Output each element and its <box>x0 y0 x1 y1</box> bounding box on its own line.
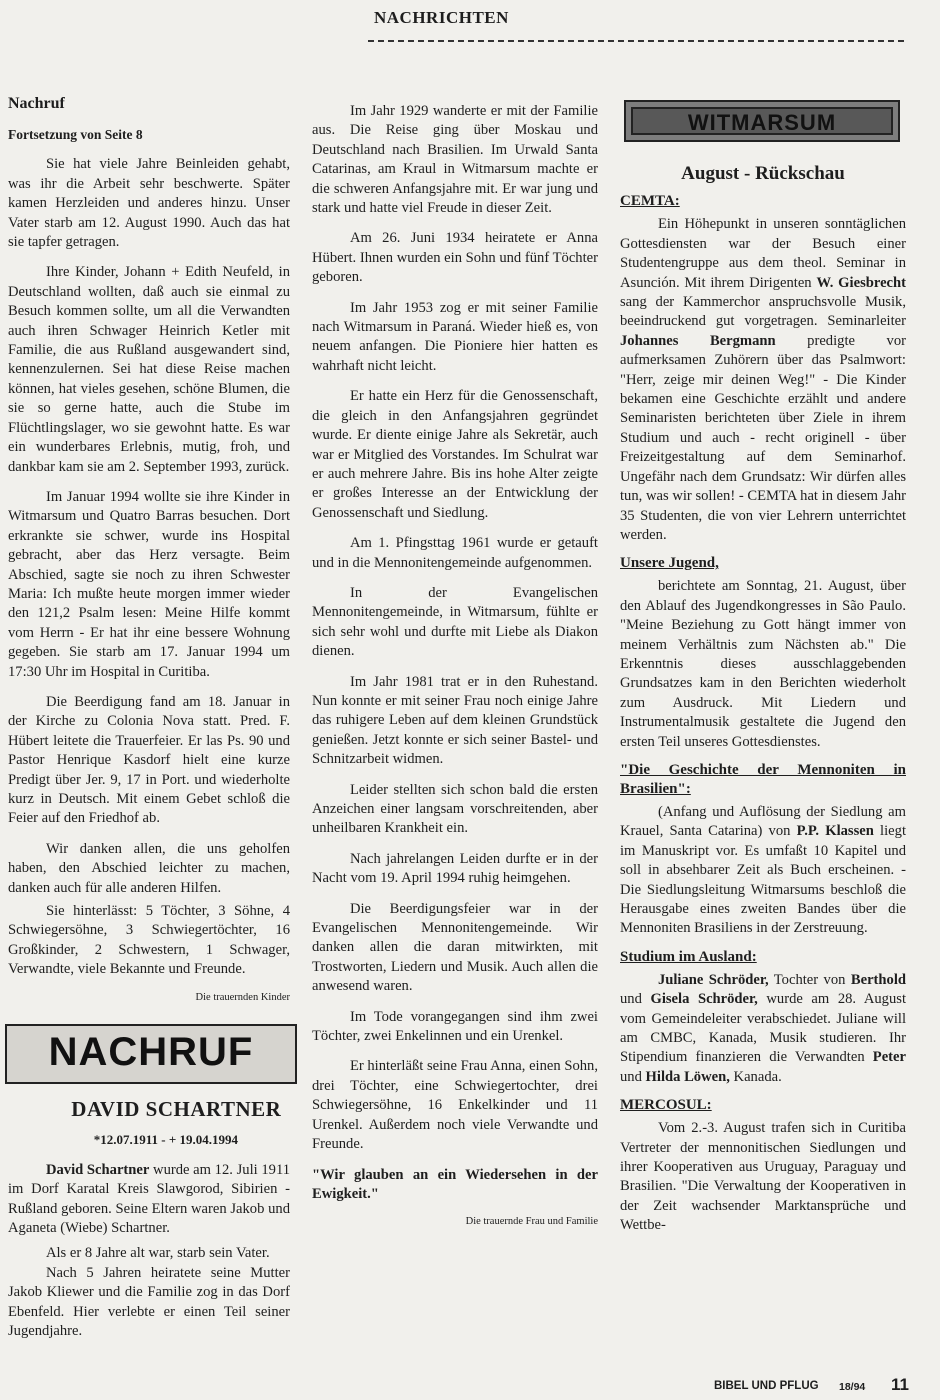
column-right <box>620 164 906 1245</box>
paragraph-text: (Anfang und Auflösung der Siedlung am Krauel, Santa Catarina) von <box>620 803 906 840</box>
paragraph: Im Tode vorangegangen sind ihm zwei Töchter, zwei Enkelinnen und ein Urenkel. <box>312 1008 598 1045</box>
paragraph: Nach 5 Jahren heiratete seine Mutter Jakob Kliewer und die Familie zog in das Dorf Ebenfeld. Hier verlebte er einen Teil seiner Jugendjahre. <box>8 1264 290 1340</box>
person-name: Hilda Löwen, <box>645 1068 730 1085</box>
obituary-dates: *12.07.1911 - + 19.04.1994 <box>93 1132 239 1148</box>
paragraph: Wir danken allen, die uns geholfen haben, den Abschied leichter zu machen, danken auch für alle anderen Hilfen. <box>8 840 290 896</box>
paragraph: Als er 8 Jahre alt war, starb sein Vater. <box>45 1245 270 1262</box>
paragraph <box>8 1161 290 1239</box>
paragraph <box>620 971 906 1087</box>
person-name: Peter <box>872 1049 906 1066</box>
section-heading-geschichte: "Die Geschichte der Mennoniten in Brasilien": <box>620 761 906 797</box>
issue-number: 18/94 <box>839 1381 866 1393</box>
person-name: Johannes Bergmann <box>620 332 776 349</box>
paragraph-text: predigte vor aufmerksamen Zuhörern über das Psalmwort: "Herr, zeige mir deinen Weg!" - Die Kinder bekamen eine Geschichte erzählt und andere Seminaristen berichteten über Ziele in ihrem Studium und auch - recht originell - über Freizeitgestaltung auf dem Seminarhof. Ungefähr nach dem Grundsatz: Wir dürfen alles tun, was wir sollen! - CEMTA hat in diesem Jahr 35 Studenten, die von vier Lehrern unterrichtet werden. <box>620 332 906 543</box>
paragraph: Leider stellten sich schon bald die ersten Anzeichen einer langsam vorschreitenden, aber unheilbaren Krankheit ein. <box>312 781 598 837</box>
section-heading-mercosul: MERCOSUL: <box>620 1097 712 1114</box>
obituary-person-name: David Schartner <box>45 1161 150 1178</box>
paragraph-text: und <box>620 1068 646 1085</box>
paragraph-text: Kanada. <box>729 1068 782 1085</box>
paragraph-text: liegt im Manuskript vor. Es umfaßt 10 Kapitel und soll in absehbarer Zeit als Buch erscheinen. - Die Siedlungsleitung Witmarsums beschloß die Herausgabe eines zweiten Bandes über die Mennoniten Brasiliens in der Zerstreuung. <box>620 823 906 937</box>
section-heading-studium: Studium im Ausland: <box>620 948 757 965</box>
nachruf-banner-label: NACHRUF <box>48 1030 254 1074</box>
paragraph: Die Beerdigungsfeier war in der Evangelischen Mennonitengemeinde. Wir danken allen die daran mitwirkten, mit Trostworten, Liedern und Musik. Auch allen die anwesend waren. <box>312 900 598 995</box>
column-middle <box>312 102 598 1240</box>
paragraph: In der Evangelischen Mennonitengemeinde, in Witmarsum, fühlte er sich sehr wohl und durfte mit Liebe als Diakon dienen. <box>312 584 598 660</box>
page-number: 11 <box>891 1375 909 1394</box>
paragraph: Die Beerdigung fand am 18. Januar in der Kirche zu Colonia Nova statt. Pred. F. Hübert leitete die Trauerfeier. Er las Ps. 90 und Pastor Henrique Kasdorf hielt eine kurze Predigt über Jer. 9, 17 in Port. und wiederholte kurz in Deutsch. Mit einem Gebet schloß die Feier auf den Friedhof ab. <box>8 693 290 827</box>
paragraph-text: wurde am 12. Juli 1911 im Dorf Karatal Kreis Slawgorod, Sibirien - Rußland geboren. Seine Eltern waren Jakob und Aganeta (Wiebe) Schartner. <box>8 1161 291 1237</box>
signature: Die trauernde Frau und Familie <box>465 1216 598 1228</box>
paragraph <box>620 215 906 545</box>
article-title: Nachruf <box>8 95 65 112</box>
article-subtitle: Fortsetzung von Seite 8 <box>8 127 143 142</box>
paragraph-text: Ein Höhepunkt in unseren sonntäglichen Gottesdiensten war der Besuch einer Studentengruppe aus dem theol. Seminar in Asunción. Mit ihrem Dirigenten <box>620 216 906 291</box>
paragraph: Er hinterläßt seine Frau Anna, einen Sohn, drei Töchter, eine Schwiegertochter, drei Schwiegersöhne, 16 Enkelkinder und 11 Urenkel. Außerdem noch viele Verwandte und Freunde. <box>312 1058 598 1153</box>
paragraph: berichtete am Sonntag, 21. August, über den Ablauf des Jugendkongresses in São Paulo. "Meine Beziehung zu Gott hängt immer von meinem Verhältnis zum Nächsten ab." Die Erkenntnis dieses ausschlaggebenden Grundsatzes kam in den Berichten wiederholt zum Ausdruck. Mit Liedern und Instrumentalmusik gestaltete die Jugend den ersten Teil unseres Gottesdienstes. <box>620 578 906 750</box>
paragraph: Am 26. Juni 1934 heiratete er Anna Hübert. Ihnen wurden ein Sohn und fünf Töchter geboren. <box>312 230 598 286</box>
paragraph: Nach jahrelangen Leiden durfte er in der Nacht vom 19. April 1994 ruhig heimgehen. <box>312 850 598 887</box>
paragraph-text: wurde am 28. August vom Gemeindeleiter verabschiedet. Juliane will am CMBC, Kanada, Musik studieren. Ihr Stipendium finanzieren die Verwandten <box>620 991 906 1066</box>
paragraph: Im Jahr 1929 wanderte er mit der Familie aus. Die Reise ging über Moskau und Deutschland nach Brasilien. Im Urwald Santa Catarinas, am Kraul in Witmarsum machte er die schweren Anfangsjahre mit. Er war jung und stark und hatte viel Freude in dieser Zeit. <box>312 103 598 217</box>
witmarsum-banner-label: WITMARSUM <box>687 110 837 135</box>
paragraph-text: und <box>620 991 651 1008</box>
paragraph: Im Jahr 1981 trat er in den Ruhestand. Nun konnte er mit seiner Frau noch einige Jahre das ruhigere Leben auf dem kleinen Grundstück genießen. Jetzt konnte er sich seiner Bastel- und Schnitzarbeit widmen. <box>312 673 598 768</box>
magazine-name: BIBEL UND PFLUG <box>714 1380 819 1392</box>
paragraph-text: Tochter von <box>768 971 851 988</box>
obituary-name: DAVID SCHARTNER <box>71 1097 282 1121</box>
witmarsum-banner-inner <box>631 107 893 135</box>
nachruf-banner <box>5 1024 297 1084</box>
witmarsum-banner <box>624 100 900 142</box>
section-header <box>368 6 904 42</box>
paragraph-text: sang der Kammerchor anspruchsvolle Musik, beeindruckend gut vorgetragen. Seminarleiter <box>620 294 906 330</box>
person-name: P.P. Klassen <box>796 823 874 840</box>
paragraph <box>620 803 906 939</box>
paragraph: Vom 2.-3. August trafen sich in Curitiba Vertreter der mennonitischen Siedlungen und ihrer Kooperativen aus Uruguay, Paraguay und Brasilien. "Die Verwaltung der Kooperativen in der Zeit wachsender Marktansprüche und Wettbe- <box>620 1120 906 1234</box>
paragraph: Im Januar 1994 wollte sie ihre Kinder in Witmarsum und Quatro Barras besuchen. Dort erkrankte sie schwer, wurde ins Hospital gebracht, aber das Herz versagte. Beim Abschied, sagte sie noch zu ihren Schwester Maria: Ich mußte heute morgen immer wieder den 121,2 Psalm lesen: Meine Hilfe kommt vom Herrn - Er hat ihr eine bessere Wohnung gegeben. Sie starb am 17. Januar 1994 um 17:30 Uhr im Hospital in Curitiba. <box>8 488 290 680</box>
signature: Die trauernden Kinder <box>195 991 290 1003</box>
person-name: Gisela Schröder, <box>650 991 758 1008</box>
section-heading-jugend: Unsere Jugend, <box>620 555 719 572</box>
section-heading-cemta: CEMTA: <box>620 193 680 210</box>
section-title: NACHRICHTEN <box>374 8 509 27</box>
article-title: August - Rückschau <box>681 163 845 184</box>
paragraph: Am 1. Pfingsttag 1961 wurde er getauft und in die Mennonitengemeinde aufgenommen. <box>312 535 598 571</box>
paragraph: Im Jahr 1953 zog er mit seiner Familie nach Witmarsum in Paraná. Wieder hieß es, von neuem anfangen. Die Pioniere hier hatten es wahrhaft nicht leicht. <box>312 299 598 374</box>
person-name: W. Giesbrecht <box>816 274 907 291</box>
column-left <box>8 94 290 1016</box>
paragraph: Er hatte ein Herz für die Genossenschaft, die gleich in den Anfangsjahren gegründet wurde. Er diente einige Jahre als Sekretär, auch war er Mitglied des Vorstandes. Im Schulrat war er auch mehrere Jahre. Bis ins hohe Alter zeigte er großes Interesse an der Entwicklung der Genossenschaft und Siedlung. <box>312 388 598 521</box>
closing-quote: "Wir glauben an ein Wiedersehen in der Ewigkeit." <box>312 1166 598 1202</box>
person-name: Juliane Schröder, <box>657 971 769 988</box>
page-footer <box>714 1374 924 1398</box>
obituary-david <box>8 1097 291 1352</box>
person-name: Berthold <box>850 971 906 988</box>
paragraph: Sie hat viele Jahre Beinleiden gehabt, was ihr die Arbeit sehr beschwerte. Später kamen Herzleiden und anderes hinzu. Unser Vater starb am 12. August 1990. Auch das hat sie tapfer getragen. <box>8 156 290 251</box>
paragraph: Ihre Kinder, Johann + Edith Neufeld, in Deutschland wollten, daß auch sie einmal zu Besuch kommen sollte, um all die Verwandten auch ihren Schwager Heinrich Ketler mit Familie, die aus Rußland ausgewandert sind, kennenzulernen. Sei hat diese Reise machen können, hat vieles gesehen, schöne Blumen, die sie so gerne hatte, auch die Stube im Flüchtlingslager, wo sie gewohnt hatte. Es war ein wunderbares Erlebnis, mutig, froh, und dankbar kam sie am 2. September 1993, zurück. <box>8 264 290 475</box>
paragraph: Sie hinterlässt: 5 Töchter, 3 Söhne, 4 Schwiegersöhne, 3 Schwiegertöchter, 16 Großkinder, 2 Schwestern, 1 Schwager, Verwandte, viele Bekannte und Freunde. <box>8 903 290 978</box>
